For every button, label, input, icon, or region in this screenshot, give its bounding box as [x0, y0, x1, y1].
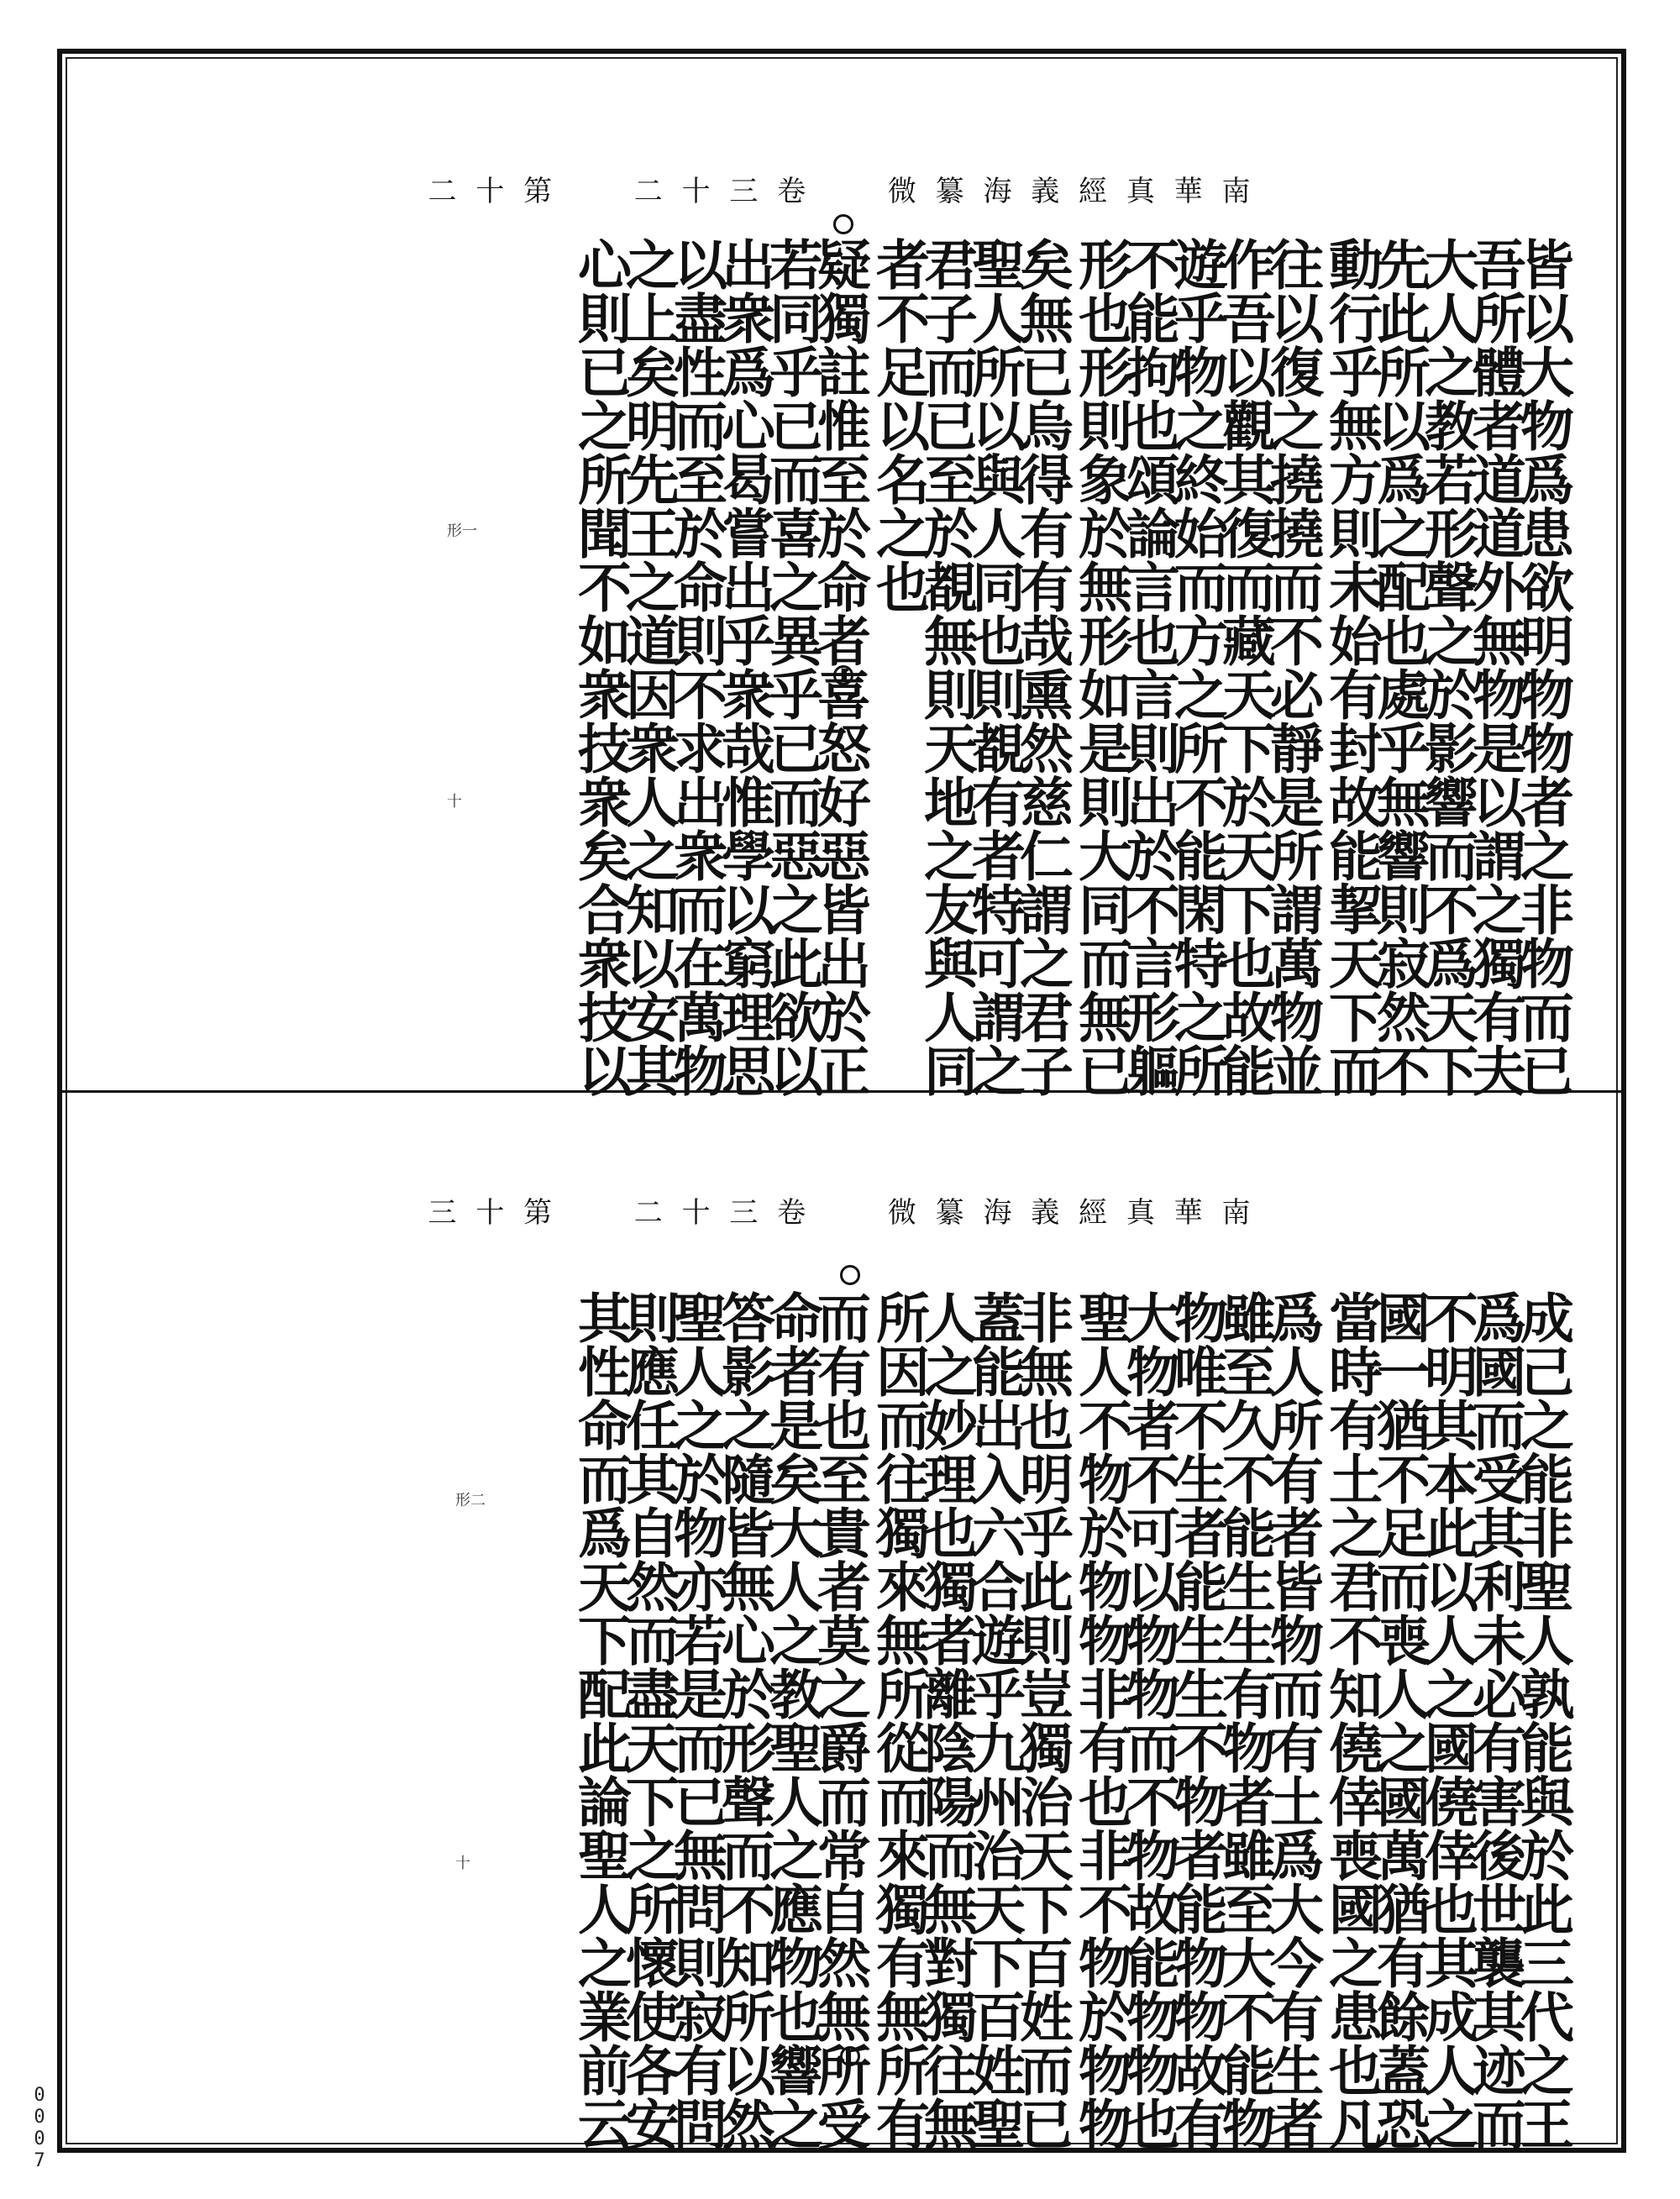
bottom-panel-header	[67, 1189, 1616, 1231]
text-column: 疑獨註惟至於命者喜怒好惡皆出於正	[808, 237, 871, 1097]
text-column: 作吾以觀其復而藏天下於天下也故能	[1213, 237, 1276, 1097]
text-column: 大人之教若形聲之於影響而不爲天下	[1415, 237, 1478, 1097]
header-leaf: 二 十 第	[428, 175, 558, 208]
text-column: 聖人不物於物物非有也非不物於物物	[1069, 1290, 1132, 2150]
text-column: 遊乎物之終始而方之所不能閑特之所	[1165, 237, 1228, 1097]
header-book-title: 微 纂 海 義 經 真 華 南	[887, 1196, 1256, 1230]
text-column: 當時有土之君不知僥倖喪國之患也凡	[1320, 1290, 1383, 2150]
text-column: 者不足以名之也	[867, 237, 930, 613]
margin-note: 十	[447, 793, 462, 811]
margin-note: 十	[455, 1855, 470, 1872]
text-column: 則應任其自然而盡天下之所懷使各安	[617, 1290, 680, 2150]
top-panel	[67, 59, 1616, 1097]
text-column: 心則已之所聞不如衆技衆矣合衆技以	[569, 237, 632, 1097]
text-column: 雖至久不能生生有物者雖至大不能物	[1213, 1290, 1276, 2150]
header-book-title: 微 纂 海 義 經 真 華 南	[887, 175, 1256, 208]
text-column: 命者是矣大人之教聖人之應物也響之	[760, 1290, 823, 2150]
header-volume: 二 十 三 卷	[633, 175, 811, 208]
text-column: 爲國而受其利未必有害後世襲其迹而	[1463, 1290, 1526, 2150]
top-panel-header	[67, 168, 1616, 209]
text-column: 不能拘也頌論言也言則出於不言形軀	[1117, 237, 1180, 1097]
text-column: 若同乎已而喜之異乎已而惡之此欲以	[760, 237, 823, 1097]
text-column: 成己之能非聖人孰能與於此三代之王	[1511, 1290, 1574, 2150]
text-column: 以盡性而至於命則不求出衆而在萬物	[664, 237, 727, 1097]
text-column: 國一猶不足而喪人之國萬猶有餘蓋恐	[1368, 1290, 1431, 2150]
margin-note: 形二	[455, 1492, 486, 1509]
text-column: 大物者不可以物物而不物故能物物也	[1117, 1290, 1180, 2150]
margin-note: 形一	[447, 522, 477, 540]
bottom-panel	[67, 1095, 1616, 2150]
text-column: 蓋能出入六合遊乎九州治天下百姓聖	[963, 1290, 1026, 2150]
text-column: 答影之隨皆無心於形聲而不知所以然	[712, 1290, 775, 2150]
text-column: 吾所體者道道外無物是以謂之獨有夫	[1463, 237, 1526, 1097]
text-column: 聖人之於物亦若是而已無問則寂有問	[664, 1290, 727, 2150]
text-column: 矣無已烏得有有哉熏然慈仁謂之君子	[1011, 237, 1074, 1097]
page-marker-circle	[840, 1265, 860, 1285]
text-column: 不明其本此以人之國僥倖也其成人之	[1415, 1290, 1478, 2150]
header-leaf: 三 十 第	[428, 1196, 558, 1230]
text-column: 其性命而爲天下配此論聖人之業前云	[569, 1290, 632, 2150]
text-column: 而有也至貴者莫之爵而常自然無所受	[808, 1290, 871, 2150]
text-column: 君子而已至於覩無則天地之友與人同	[915, 237, 978, 1097]
text-column: 聖人所以與人同也則覩有者特可謂之	[963, 237, 1026, 1097]
text-column: 出衆爲心曷嘗出乎衆哉惟學以窮理思	[712, 237, 775, 1097]
text-column: 非無也明乎此則豈獨治天下百姓而已	[1011, 1290, 1074, 2150]
text-column: 往以復之撓撓而不必靜是所謂萬物並	[1261, 237, 1324, 1097]
text-column: 爲人所有者皆物而有土爲大今有生者	[1261, 1290, 1324, 2150]
page-marker-circle	[833, 214, 853, 234]
text-column: 之上矣明先王之道因衆人之知以安其	[617, 237, 680, 1097]
text-column: 先此所以爲之配也處乎無響則寂然不	[1368, 237, 1431, 1097]
text-column: 物唯不生者能生生不物者能物物故有	[1165, 1290, 1228, 2150]
text-column: 動行乎無方則未始有封故能挈天下而	[1320, 237, 1383, 1097]
text-column: 形也形則象於無形如是則大同而無已	[1069, 237, 1132, 1097]
text-column: 所因而往獨來無所從而來獨有無所有	[867, 1290, 930, 2150]
text-column: 皆以大物爲患欲明物物者之非物而已	[1511, 237, 1574, 1097]
text-column: 人之妙理也獨者離陰陽而無對獨往無	[915, 1290, 978, 2150]
page-number: 0007	[34, 2085, 45, 2171]
header-volume: 二 十 三 卷	[633, 1196, 811, 1230]
